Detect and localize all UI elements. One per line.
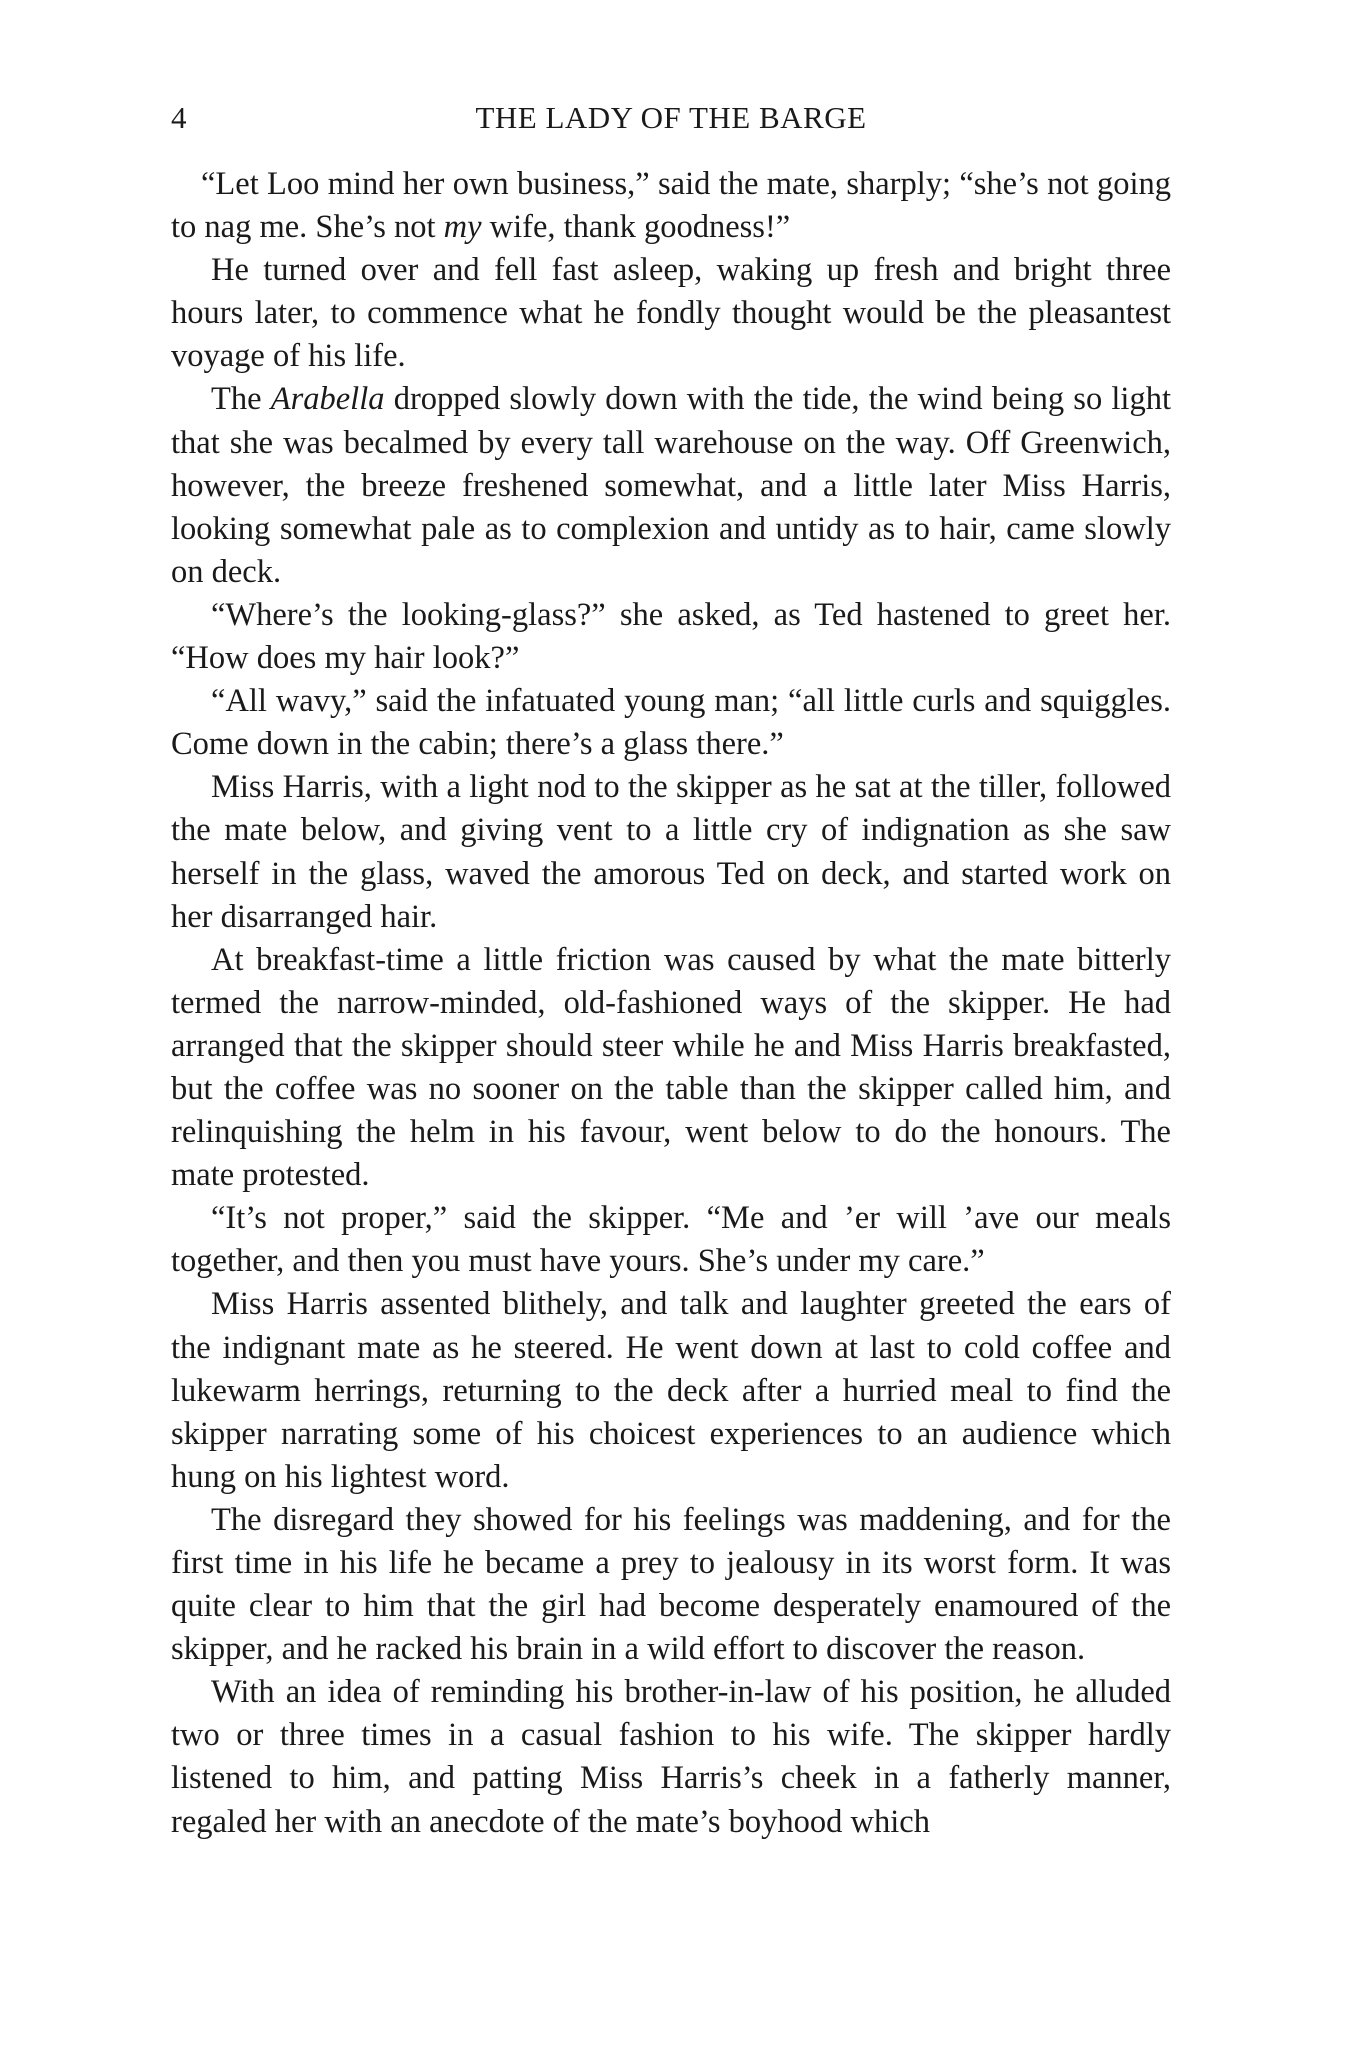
text-run: The disregard they showed for his feelings was maddening, and for the first time in his life he became a prey to jealousy in its worst form. It was quite clear to him that the girl had become desperately enamoured of the skipper, and he racked his brain in a wild effort to discover the reason. [171,1501,1171,1668]
text-run: dropped slowly down with the tide, the wind being so light that she was becalmed by every tall warehouse on the way. Off Greenwich, however, the breeze freshened somewhat, and a little later Miss Harris, looking somewhat pale as to complexion and untidy as to hair, came slowly on deck. [171,381,1171,590]
paragraph [171,163,1171,249]
italic-run: Arabella [270,381,385,418]
text-run: wife, thank goodness!” [481,209,791,246]
paragraph [171,1499,1171,1671]
paragraph [171,249,1171,378]
text-run: “Where’s the looking-glass?” she asked, as Ted hastened to greet her. “How does my hair look?” [171,596,1171,677]
body-text [171,163,1171,1844]
text-run: He turned over and fell fast asleep, waking up fresh and bright three hours later, to commence what he fondly thought would be the pleasantest voyage of his life. [171,252,1171,375]
text-run: The [211,381,271,418]
paragraph [171,378,1171,593]
paragraph [171,1671,1171,1843]
paragraph [171,766,1171,938]
paragraph [171,680,1171,766]
italic-run: my [443,209,482,246]
running-title: THE LADY OF THE BARGE [475,100,867,135]
text-run: “All wavy,” said the infatuated young man; “all little curls and squiggles. Come down in the cabin; there’s a glass there.” [171,683,1171,763]
paragraph [171,1283,1171,1498]
text-run: “It’s not proper,” said the skipper. “Me and ’er will ’ave our meals together, and then you must have yours. She’s under my care.” [171,1200,1171,1280]
text-run: Miss Harris, with a light nod to the skipper as he sat at the tiller, followed the mate below, and giving vent to a little cry of indignation as she saw herself in the glass, waved the amorous Ted on deck, and started work on her disarranged hair. [171,769,1171,935]
text-run: With an idea of reminding his brother-in-law of his position, he alluded two or three times in a casual fashion to his wife. The skipper hardly listened to him, and patting Miss Harris’s cheek in a fatherly manner, regaled her with an anecdote of the mate’s boyhood which [171,1674,1171,1840]
text-run: At breakfast-time a little friction was caused by what the mate bitterly termed the narrow-minded, old-fashioned ways of the skipper. He had arranged that the skipper should steer while he and Miss Harris breakfasted, but the coffee was no sooner on the table than the skipper called him, and relinquishing the helm in his favour, went below to do the honours. The mate protested. [171,941,1171,1194]
paragraph [171,594,1171,680]
paragraph [171,1197,1171,1283]
text-run: Miss Harris assented blithely, and talk and laughter greeted the ears of the indignant mate as he steered. He went down at last to cold coffee and lukewarm herrings, returning to the deck after a hurried meal to find the skipper narrating some of his choicest experiences to an audience which hung on his lightest word. [171,1286,1171,1495]
text-run: “Let Loo mind her own business,” said the mate, sharply; “she’s not going to nag me. She’s not [171,166,1171,246]
paragraph [171,939,1171,1198]
page-number: 4 [171,100,187,135]
running-head [171,96,1171,140]
